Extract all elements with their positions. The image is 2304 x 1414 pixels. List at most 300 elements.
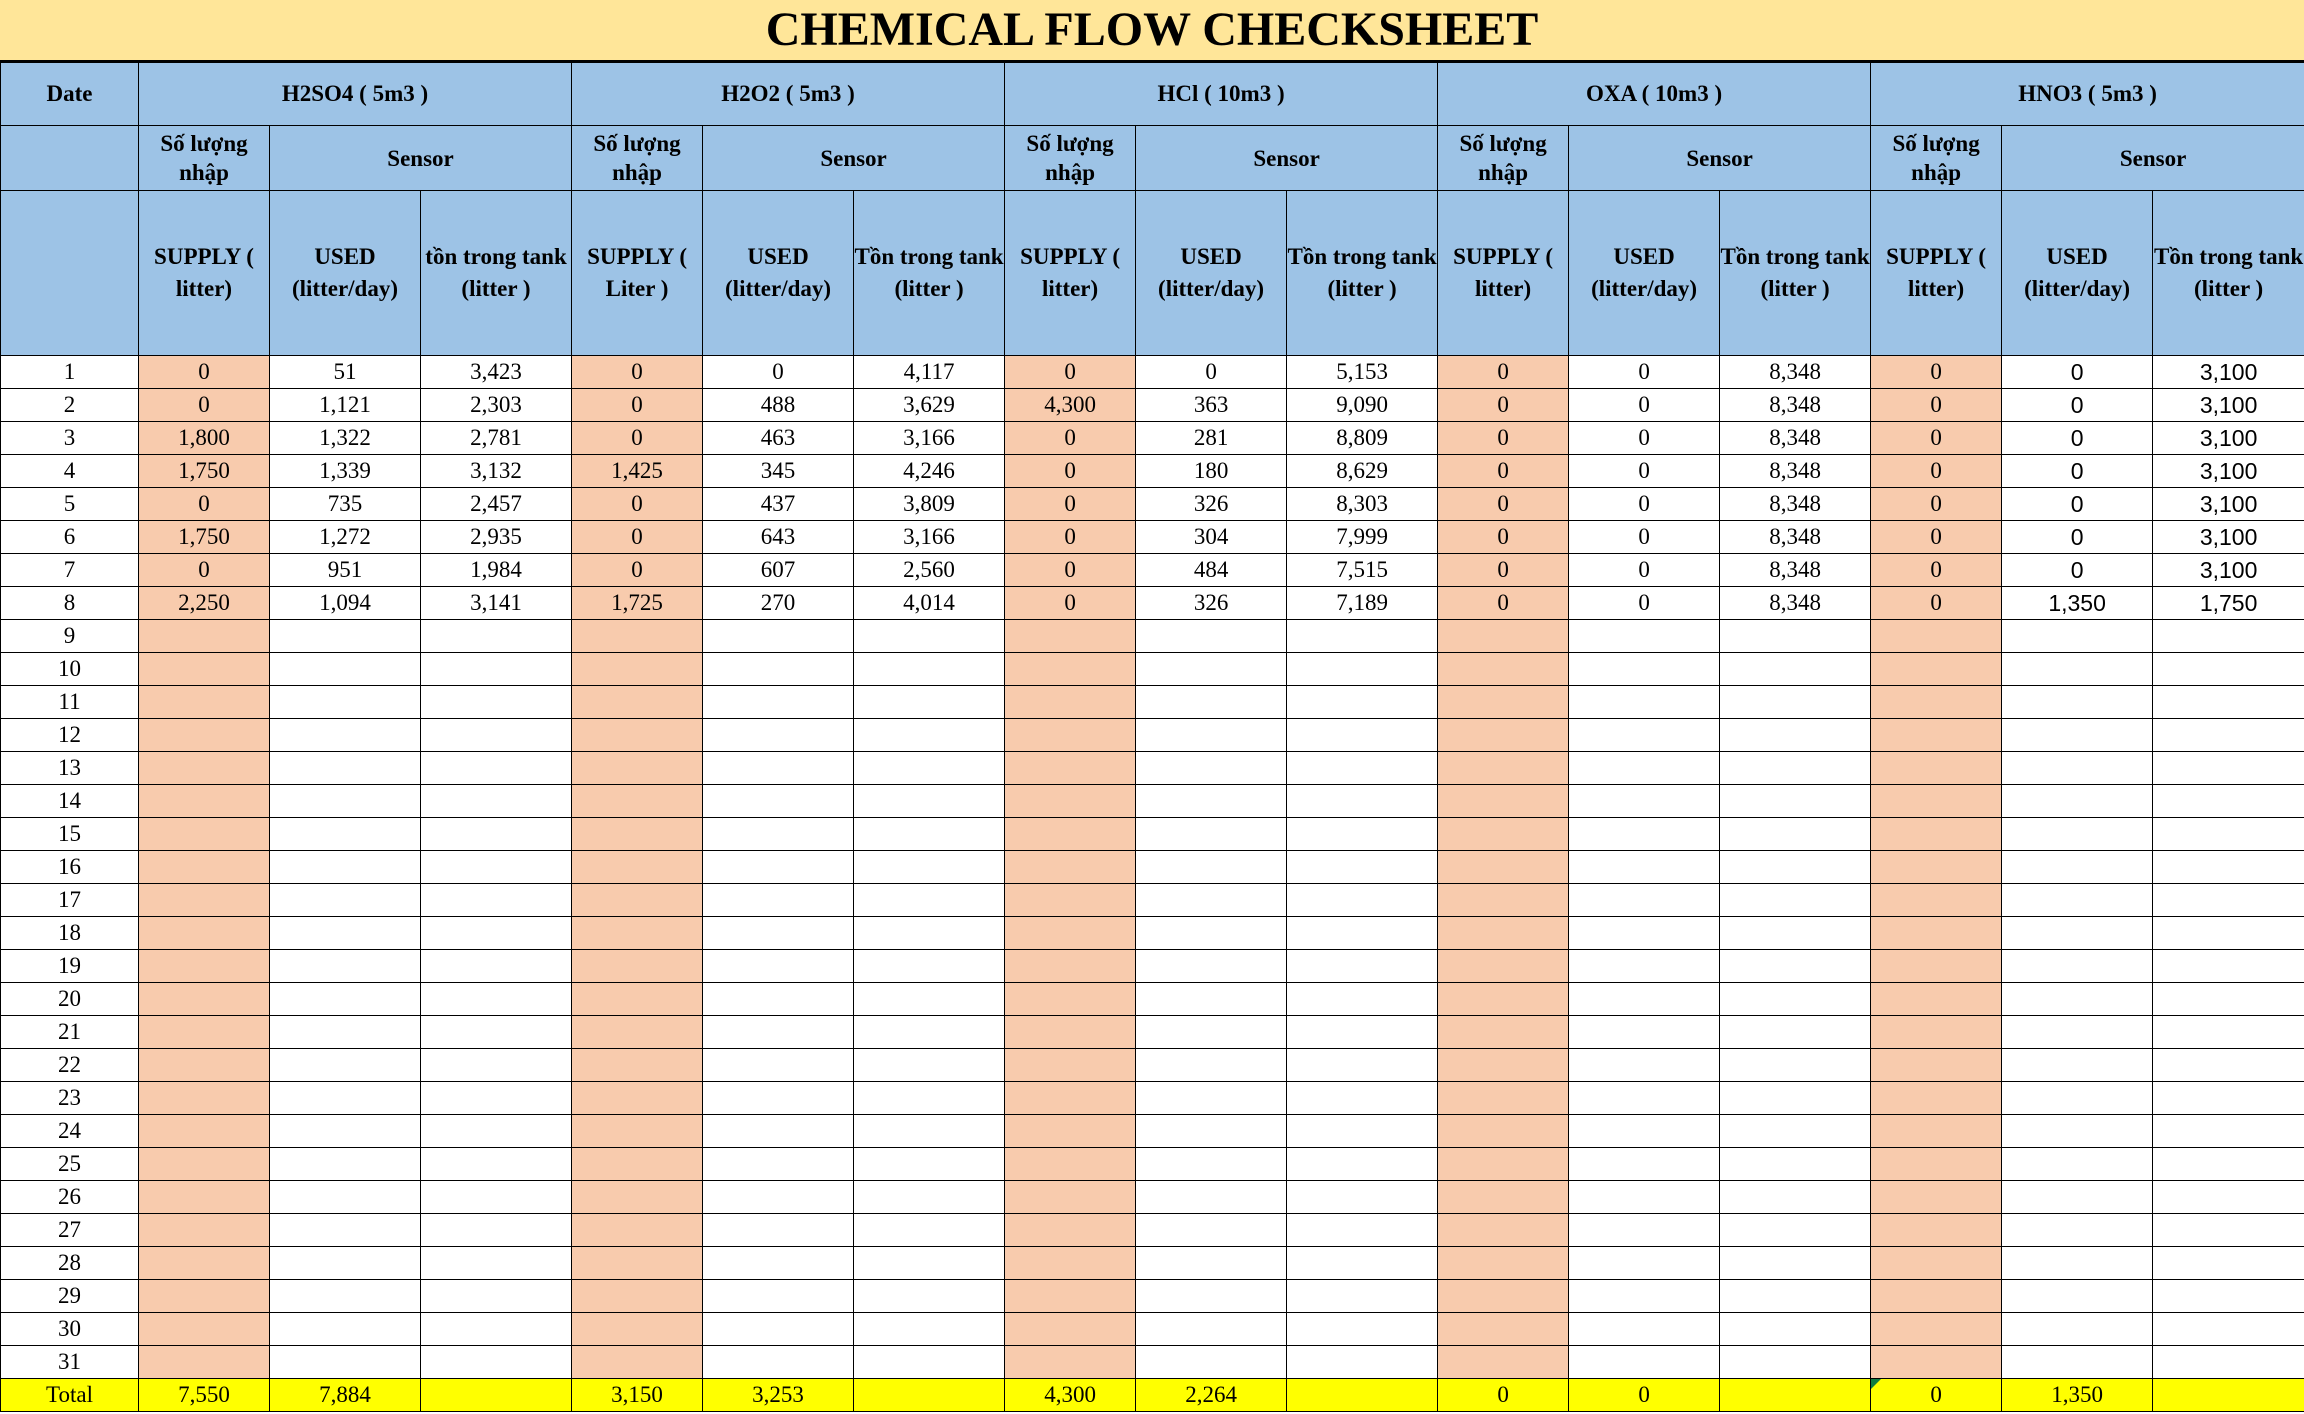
sensor-cell[interactable] <box>1720 983 1871 1016</box>
sensor-cell[interactable] <box>854 1313 1005 1346</box>
supply-cell[interactable] <box>1438 653 1569 686</box>
sensor-cell[interactable] <box>1136 1346 1287 1379</box>
supply-cell[interactable] <box>572 1247 703 1280</box>
sensor-cell[interactable] <box>421 653 572 686</box>
sensor-cell[interactable]: 1,350 <box>2002 587 2153 620</box>
sensor-cell[interactable] <box>421 686 572 719</box>
sensor-cell[interactable] <box>2002 1346 2153 1379</box>
sensor-cell[interactable] <box>854 851 1005 884</box>
sensor-cell[interactable] <box>1569 620 1720 653</box>
column-header[interactable]: Tồn trong tank (litter ) <box>2153 191 2304 356</box>
sensor-cell[interactable] <box>1569 719 1720 752</box>
supply-cell[interactable]: 0 <box>1005 554 1136 587</box>
sensor-cell[interactable] <box>2002 1181 2153 1214</box>
date-cell[interactable]: 4 <box>1 455 139 488</box>
supply-cell[interactable] <box>1871 1049 2002 1082</box>
sensor-cell[interactable] <box>703 1082 854 1115</box>
sensor-cell[interactable] <box>421 620 572 653</box>
supply-cell[interactable] <box>1005 1346 1136 1379</box>
sensor-cell[interactable] <box>421 1049 572 1082</box>
sensor-cell[interactable] <box>421 1082 572 1115</box>
sensor-cell[interactable] <box>1287 983 1438 1016</box>
column-header[interactable]: tồn trong tank (litter ) <box>421 191 572 356</box>
supply-cell[interactable]: 0 <box>1871 488 2002 521</box>
supply-cell[interactable] <box>1438 1313 1569 1346</box>
sensor-cell[interactable]: 0 <box>1569 554 1720 587</box>
sensor-cell[interactable] <box>1720 620 1871 653</box>
sensor-cell[interactable] <box>703 1214 854 1247</box>
supply-cell[interactable]: 0 <box>1871 521 2002 554</box>
supply-cell[interactable]: 4,300 <box>1005 389 1136 422</box>
sensor-cell[interactable] <box>270 1346 421 1379</box>
supply-cell[interactable] <box>572 1148 703 1181</box>
sensor-cell[interactable]: 7,515 <box>1287 554 1438 587</box>
sensor-cell[interactable]: 326 <box>1136 587 1287 620</box>
sensor-cell[interactable] <box>854 818 1005 851</box>
sensor-cell[interactable]: 4,117 <box>854 356 1005 389</box>
supply-group-header[interactable]: Số lượng nhập <box>139 126 270 191</box>
supply-cell[interactable]: 0 <box>1005 422 1136 455</box>
sensor-cell[interactable] <box>2002 884 2153 917</box>
sensor-cell[interactable] <box>1720 884 1871 917</box>
date-cell[interactable]: 27 <box>1 1214 139 1247</box>
supply-cell[interactable]: 0 <box>1871 356 2002 389</box>
sensor-cell[interactable]: 1,322 <box>270 422 421 455</box>
supply-cell[interactable]: 0 <box>1871 389 2002 422</box>
column-header[interactable]: Tồn trong tank (litter ) <box>1720 191 1871 356</box>
sensor-cell[interactable]: 607 <box>703 554 854 587</box>
supply-cell[interactable] <box>1005 1082 1136 1115</box>
date-cell[interactable]: 14 <box>1 785 139 818</box>
date-cell[interactable]: 28 <box>1 1247 139 1280</box>
sensor-cell[interactable]: 8,348 <box>1720 356 1871 389</box>
supply-cell[interactable]: 0 <box>1005 356 1136 389</box>
sensor-cell[interactable] <box>421 785 572 818</box>
sensor-cell[interactable] <box>1287 950 1438 983</box>
sensor-cell[interactable] <box>1136 1214 1287 1247</box>
sensor-cell[interactable] <box>270 620 421 653</box>
sensor-cell[interactable]: 180 <box>1136 455 1287 488</box>
supply-cell[interactable] <box>1438 620 1569 653</box>
sensor-cell[interactable] <box>1136 983 1287 1016</box>
sensor-cell[interactable] <box>1287 752 1438 785</box>
sensor-cell[interactable]: 0 <box>1569 356 1720 389</box>
sensor-cell[interactable] <box>703 1313 854 1346</box>
sensor-cell[interactable] <box>854 1346 1005 1379</box>
sensor-cell[interactable] <box>703 686 854 719</box>
sensor-cell[interactable] <box>854 1115 1005 1148</box>
sensor-cell[interactable] <box>703 653 854 686</box>
sensor-cell[interactable] <box>1136 1280 1287 1313</box>
sensor-cell[interactable]: 1,094 <box>270 587 421 620</box>
supply-cell[interactable] <box>1005 719 1136 752</box>
sensor-cell[interactable] <box>1287 686 1438 719</box>
column-header[interactable]: USED (litter/day) <box>703 191 854 356</box>
sensor-cell[interactable] <box>421 1214 572 1247</box>
sensor-cell[interactable] <box>1136 785 1287 818</box>
supply-cell[interactable] <box>1005 917 1136 950</box>
date-cell[interactable]: 26 <box>1 1181 139 1214</box>
sensor-cell[interactable] <box>854 1181 1005 1214</box>
sensor-cell[interactable] <box>2153 818 2304 851</box>
sensor-cell[interactable] <box>270 917 421 950</box>
sensor-cell[interactable] <box>1569 653 1720 686</box>
sensor-cell[interactable] <box>1720 1016 1871 1049</box>
total-cell[interactable]: 7,550 <box>139 1379 270 1412</box>
sensor-cell[interactable] <box>421 1115 572 1148</box>
supply-cell[interactable] <box>572 851 703 884</box>
date-cell[interactable]: 22 <box>1 1049 139 1082</box>
sensor-cell[interactable]: 270 <box>703 587 854 620</box>
sensor-cell[interactable]: 7,189 <box>1287 587 1438 620</box>
sensor-cell[interactable]: 0 <box>1569 389 1720 422</box>
sensor-cell[interactable] <box>1720 785 1871 818</box>
chemical-header[interactable]: OXA ( 10m3 ) <box>1438 63 1871 126</box>
supply-cell[interactable] <box>572 818 703 851</box>
sensor-cell[interactable] <box>703 1346 854 1379</box>
supply-cell[interactable] <box>1005 884 1136 917</box>
sensor-cell[interactable]: 5,153 <box>1287 356 1438 389</box>
supply-cell[interactable] <box>1438 1049 1569 1082</box>
supply-cell[interactable]: 0 <box>1005 455 1136 488</box>
sensor-cell[interactable] <box>2153 686 2304 719</box>
sensor-cell[interactable] <box>2153 785 2304 818</box>
date-cell[interactable]: 21 <box>1 1016 139 1049</box>
sensor-cell[interactable]: 363 <box>1136 389 1287 422</box>
sensor-cell[interactable]: 3,629 <box>854 389 1005 422</box>
supply-cell[interactable]: 1,750 <box>139 455 270 488</box>
supply-cell[interactable] <box>139 1214 270 1247</box>
sensor-cell[interactable] <box>2002 653 2153 686</box>
total-cell[interactable] <box>2153 1379 2304 1412</box>
supply-cell[interactable] <box>1871 917 2002 950</box>
sensor-cell[interactable] <box>421 851 572 884</box>
sensor-cell[interactable] <box>1287 719 1438 752</box>
supply-cell[interactable] <box>139 1082 270 1115</box>
sensor-cell[interactable]: 3,423 <box>421 356 572 389</box>
supply-cell[interactable]: 0 <box>1005 521 1136 554</box>
sensor-cell[interactable]: 0 <box>1569 488 1720 521</box>
supply-cell[interactable] <box>139 884 270 917</box>
sensor-cell[interactable]: 8,629 <box>1287 455 1438 488</box>
sensor-cell[interactable] <box>421 752 572 785</box>
sensor-cell[interactable] <box>2002 1082 2153 1115</box>
sensor-cell[interactable] <box>1720 1247 1871 1280</box>
sensor-cell[interactable] <box>1136 1247 1287 1280</box>
supply-cell[interactable] <box>572 950 703 983</box>
supply-cell[interactable] <box>1438 1082 1569 1115</box>
sensor-cell[interactable] <box>1720 1148 1871 1181</box>
sensor-cell[interactable]: 8,348 <box>1720 488 1871 521</box>
total-cell[interactable] <box>1720 1379 1871 1412</box>
supply-cell[interactable] <box>139 1346 270 1379</box>
supply-cell[interactable] <box>1438 1214 1569 1247</box>
supply-cell[interactable]: 0 <box>1438 356 1569 389</box>
supply-cell[interactable] <box>572 1346 703 1379</box>
sensor-cell[interactable]: 488 <box>703 389 854 422</box>
supply-cell[interactable] <box>1438 818 1569 851</box>
sensor-cell[interactable] <box>421 1313 572 1346</box>
chemical-header[interactable]: HCl ( 10m3 ) <box>1005 63 1438 126</box>
sensor-cell[interactable]: 3,141 <box>421 587 572 620</box>
supply-cell[interactable] <box>139 1181 270 1214</box>
sensor-cell[interactable] <box>703 752 854 785</box>
supply-group-header[interactable]: Số lượng nhập <box>1005 126 1136 191</box>
sensor-cell[interactable] <box>1136 719 1287 752</box>
sensor-cell[interactable] <box>1720 686 1871 719</box>
sensor-cell[interactable] <box>1720 1346 1871 1379</box>
sensor-cell[interactable] <box>270 818 421 851</box>
sensor-cell[interactable] <box>270 785 421 818</box>
sensor-cell[interactable] <box>270 752 421 785</box>
sensor-cell[interactable]: 51 <box>270 356 421 389</box>
sensor-cell[interactable] <box>1720 950 1871 983</box>
column-header[interactable]: SUPPLY ( litter) <box>1438 191 1569 356</box>
supply-cell[interactable] <box>1438 719 1569 752</box>
supply-cell[interactable] <box>572 917 703 950</box>
sensor-cell[interactable]: 2,781 <box>421 422 572 455</box>
sensor-cell[interactable]: 1,272 <box>270 521 421 554</box>
supply-cell[interactable] <box>139 950 270 983</box>
supply-cell[interactable] <box>572 1082 703 1115</box>
supply-cell[interactable] <box>1871 686 2002 719</box>
sensor-cell[interactable] <box>703 983 854 1016</box>
supply-cell[interactable] <box>1438 1280 1569 1313</box>
sensor-cell[interactable]: 0 <box>703 356 854 389</box>
supply-cell[interactable] <box>139 620 270 653</box>
sensor-cell[interactable] <box>270 686 421 719</box>
supply-cell[interactable] <box>1871 1214 2002 1247</box>
date-cell[interactable]: 20 <box>1 983 139 1016</box>
sensor-cell[interactable]: 8,348 <box>1720 389 1871 422</box>
sensor-cell[interactable]: 463 <box>703 422 854 455</box>
sensor-cell[interactable]: 643 <box>703 521 854 554</box>
sensor-cell[interactable] <box>1287 1148 1438 1181</box>
sensor-cell[interactable] <box>421 1280 572 1313</box>
sensor-cell[interactable] <box>2002 1280 2153 1313</box>
chemical-header[interactable]: H2SO4 ( 5m3 ) <box>139 63 572 126</box>
date-cell[interactable]: 12 <box>1 719 139 752</box>
supply-cell[interactable] <box>139 1115 270 1148</box>
supply-cell[interactable] <box>139 1313 270 1346</box>
supply-cell[interactable] <box>1005 1049 1136 1082</box>
supply-cell[interactable] <box>139 1049 270 1082</box>
sensor-cell[interactable] <box>1569 1214 1720 1247</box>
sensor-cell[interactable] <box>270 950 421 983</box>
date-cell[interactable]: 13 <box>1 752 139 785</box>
supply-cell[interactable] <box>1438 983 1569 1016</box>
sensor-cell[interactable]: 3,100 <box>2153 356 2304 389</box>
supply-cell[interactable]: 0 <box>1005 488 1136 521</box>
supply-cell[interactable] <box>1005 686 1136 719</box>
date-cell[interactable]: 8 <box>1 587 139 620</box>
supply-cell[interactable] <box>139 686 270 719</box>
supply-cell[interactable] <box>1005 1214 1136 1247</box>
sensor-group-header[interactable]: Sensor <box>703 126 1005 191</box>
sensor-cell[interactable] <box>1569 1082 1720 1115</box>
sensor-cell[interactable] <box>1136 1148 1287 1181</box>
total-cell[interactable]: 0 <box>1438 1379 1569 1412</box>
supply-cell[interactable] <box>139 983 270 1016</box>
column-header[interactable]: SUPPLY ( litter) <box>1005 191 1136 356</box>
sensor-cell[interactable] <box>1287 1181 1438 1214</box>
sensor-cell[interactable] <box>1569 1346 1720 1379</box>
supply-cell[interactable]: 0 <box>572 521 703 554</box>
supply-cell[interactable] <box>1871 620 2002 653</box>
sensor-cell[interactable] <box>1720 653 1871 686</box>
sensor-cell[interactable] <box>2153 1082 2304 1115</box>
supply-cell[interactable] <box>139 917 270 950</box>
sensor-cell[interactable]: 8,348 <box>1720 554 1871 587</box>
sensor-cell[interactable]: 8,809 <box>1287 422 1438 455</box>
column-header[interactable]: USED (litter/day) <box>1569 191 1720 356</box>
sensor-cell[interactable] <box>2153 884 2304 917</box>
sensor-cell[interactable] <box>1720 851 1871 884</box>
supply-cell[interactable] <box>1871 851 2002 884</box>
supply-cell[interactable] <box>1438 1148 1569 1181</box>
sensor-cell[interactable] <box>703 917 854 950</box>
sensor-cell[interactable] <box>1720 1214 1871 1247</box>
supply-cell[interactable] <box>1871 1148 2002 1181</box>
sensor-cell[interactable] <box>1136 818 1287 851</box>
supply-cell[interactable]: 1,800 <box>139 422 270 455</box>
supply-cell[interactable] <box>139 785 270 818</box>
supply-cell[interactable] <box>1438 752 1569 785</box>
sensor-cell[interactable]: 3,100 <box>2153 488 2304 521</box>
supply-cell[interactable]: 0 <box>1438 488 1569 521</box>
sensor-cell[interactable]: 2,303 <box>421 389 572 422</box>
sensor-cell[interactable] <box>854 620 1005 653</box>
supply-cell[interactable] <box>139 818 270 851</box>
sensor-cell[interactable] <box>854 1148 1005 1181</box>
date-cell[interactable]: 17 <box>1 884 139 917</box>
column-header[interactable]: SUPPLY ( litter) <box>1871 191 2002 356</box>
supply-cell[interactable]: 0 <box>572 422 703 455</box>
sensor-cell[interactable] <box>703 1049 854 1082</box>
sensor-cell[interactable] <box>1287 1280 1438 1313</box>
date-cell[interactable]: 18 <box>1 917 139 950</box>
supply-cell[interactable] <box>1871 1280 2002 1313</box>
sensor-cell[interactable] <box>703 620 854 653</box>
supply-cell[interactable]: 1,725 <box>572 587 703 620</box>
sensor-group-header[interactable]: Sensor <box>1136 126 1438 191</box>
sensor-cell[interactable] <box>421 950 572 983</box>
sensor-cell[interactable] <box>2002 785 2153 818</box>
date-cell[interactable]: 11 <box>1 686 139 719</box>
supply-cell[interactable] <box>572 1181 703 1214</box>
supply-cell[interactable] <box>1438 884 1569 917</box>
total-cell[interactable]: 0 <box>1871 1379 2002 1412</box>
sensor-cell[interactable] <box>854 785 1005 818</box>
sensor-cell[interactable] <box>854 719 1005 752</box>
supply-cell[interactable] <box>1005 851 1136 884</box>
supply-cell[interactable] <box>1871 1346 2002 1379</box>
sensor-cell[interactable]: 0 <box>2002 389 2153 422</box>
sensor-cell[interactable] <box>854 983 1005 1016</box>
supply-cell[interactable]: 0 <box>1005 587 1136 620</box>
sensor-cell[interactable] <box>1569 1313 1720 1346</box>
sensor-cell[interactable] <box>2153 1016 2304 1049</box>
sensor-cell[interactable] <box>270 1082 421 1115</box>
sensor-cell[interactable] <box>854 950 1005 983</box>
supply-cell[interactable] <box>1005 785 1136 818</box>
date-cell[interactable]: 9 <box>1 620 139 653</box>
sensor-cell[interactable] <box>1136 917 1287 950</box>
sensor-cell[interactable]: 3,166 <box>854 422 1005 455</box>
sensor-cell[interactable] <box>2002 1214 2153 1247</box>
sensor-cell[interactable] <box>2153 983 2304 1016</box>
sensor-cell[interactable] <box>703 851 854 884</box>
sensor-cell[interactable] <box>1136 1115 1287 1148</box>
supply-cell[interactable]: 0 <box>1871 422 2002 455</box>
sensor-cell[interactable] <box>2002 950 2153 983</box>
column-header[interactable]: USED (litter/day) <box>270 191 421 356</box>
date-cell[interactable]: 5 <box>1 488 139 521</box>
supply-cell[interactable] <box>1871 884 2002 917</box>
sensor-cell[interactable] <box>1136 620 1287 653</box>
sensor-cell[interactable] <box>1720 818 1871 851</box>
total-cell[interactable] <box>854 1379 1005 1412</box>
sensor-cell[interactable] <box>2002 1148 2153 1181</box>
sensor-cell[interactable]: 9,090 <box>1287 389 1438 422</box>
supply-cell[interactable] <box>572 653 703 686</box>
sensor-cell[interactable] <box>270 851 421 884</box>
supply-cell[interactable] <box>1871 1016 2002 1049</box>
sensor-cell[interactable] <box>1569 917 1720 950</box>
sensor-cell[interactable] <box>2002 1247 2153 1280</box>
sensor-cell[interactable] <box>1569 884 1720 917</box>
sensor-cell[interactable] <box>1287 1247 1438 1280</box>
sensor-cell[interactable]: 0 <box>2002 455 2153 488</box>
sensor-cell[interactable] <box>1287 1082 1438 1115</box>
sensor-cell[interactable]: 3,809 <box>854 488 1005 521</box>
sensor-cell[interactable] <box>1569 1016 1720 1049</box>
supply-cell[interactable] <box>1871 983 2002 1016</box>
supply-cell[interactable] <box>1871 1313 2002 1346</box>
total-cell[interactable] <box>421 1379 572 1412</box>
sensor-cell[interactable] <box>1287 851 1438 884</box>
sensor-cell[interactable] <box>2153 1049 2304 1082</box>
supply-cell[interactable] <box>1438 1346 1569 1379</box>
sensor-cell[interactable] <box>1569 1148 1720 1181</box>
supply-cell[interactable] <box>139 851 270 884</box>
sensor-cell[interactable] <box>2153 1181 2304 1214</box>
date-cell[interactable]: 23 <box>1 1082 139 1115</box>
date-cell[interactable]: 3 <box>1 422 139 455</box>
supply-cell[interactable]: 1,425 <box>572 455 703 488</box>
sensor-cell[interactable] <box>1569 1181 1720 1214</box>
sensor-cell[interactable]: 437 <box>703 488 854 521</box>
sensor-cell[interactable] <box>2153 851 2304 884</box>
supply-cell[interactable] <box>1005 983 1136 1016</box>
sensor-cell[interactable] <box>854 1247 1005 1280</box>
sensor-cell[interactable]: 0 <box>1569 455 1720 488</box>
sensor-cell[interactable] <box>2153 950 2304 983</box>
sensor-cell[interactable] <box>854 653 1005 686</box>
sensor-cell[interactable]: 0 <box>2002 356 2153 389</box>
supply-cell[interactable] <box>1871 653 2002 686</box>
supply-cell[interactable] <box>1438 917 1569 950</box>
sensor-cell[interactable] <box>1720 1049 1871 1082</box>
sensor-cell[interactable] <box>703 818 854 851</box>
supply-cell[interactable]: 2,250 <box>139 587 270 620</box>
supply-cell[interactable] <box>1005 818 1136 851</box>
sensor-cell[interactable] <box>1287 785 1438 818</box>
sensor-cell[interactable]: 8,348 <box>1720 455 1871 488</box>
supply-cell[interactable]: 0 <box>572 356 703 389</box>
sensor-cell[interactable] <box>1720 1313 1871 1346</box>
supply-cell[interactable]: 0 <box>139 356 270 389</box>
